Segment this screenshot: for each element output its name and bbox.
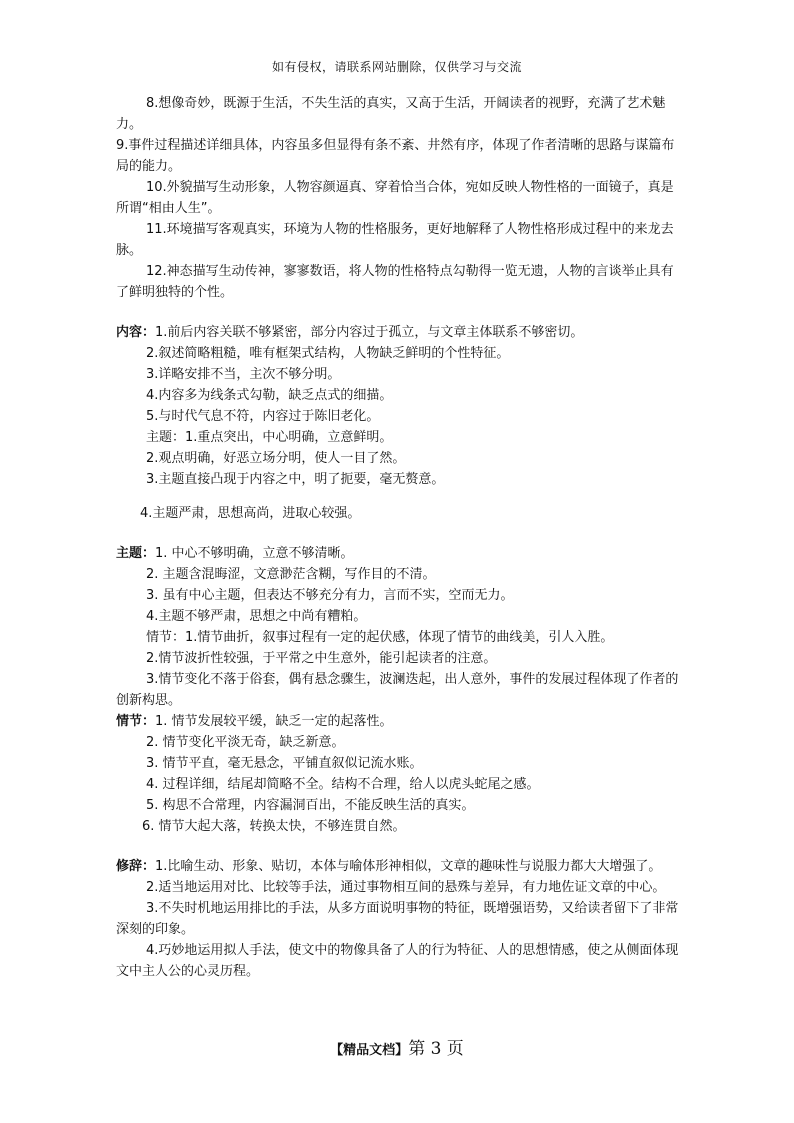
theme-section-first-line: 主题：1. 中心不够明确，立意不够清晰。 <box>116 546 354 561</box>
list-item: 4. 过程详细，结尾却简略不全。结构不合理，给人以虎头蛇尾之感。 <box>146 777 540 792</box>
section-label-content: 内容： <box>116 325 156 340</box>
paragraph: 8.想像奇妙，既源于生活，不失生活的真实，又高于生活，开阔读者的视野，充满了艺术魅力。 <box>116 96 666 132</box>
paragraph: 11.环境描写客观真实，环境为人物的性格服务，更好地解释了人物性格形成过程中的来龙去脉。 <box>116 222 674 258</box>
footer-tag: 【精品文档】 <box>330 1043 409 1058</box>
list-item: 3.主题直接凸现于内容之中，明了扼要，毫无赘意。 <box>146 472 445 487</box>
list-item: 3. 虽有中心主题，但表达不够充分有力，言而不实，空而无力。 <box>146 588 514 603</box>
paragraph: 4.巧妙地运用拟人手法，使文中的物像具备了人的行为特征、人的思想情感，使之从侧面体现文中主人公的心灵历程。 <box>116 943 679 979</box>
list-item: 2. 主题含混晦涩，文意渺茫含糊，写作目的不清。 <box>146 567 436 582</box>
plot-section-first-line: 情节：1. 情节发展较平缓，缺乏一定的起落性。 <box>116 714 393 729</box>
paragraph: 2.适当地运用对比、比较等手法，通过事物相互间的悬殊与差异，有力地佐证文章的中心。 <box>146 880 666 895</box>
page-footer <box>0 1034 794 1059</box>
section-label-plot: 情节： <box>116 714 156 729</box>
list-item: 4.内容多为线条式勾勒，缺乏点式的细描。 <box>146 388 393 403</box>
list-item: 6. 情节大起大落，转换太快，不够连贯自然。 <box>142 819 406 834</box>
list-item: 3. 情节平直，毫无悬念，平铺直叙似记流水账。 <box>146 756 423 771</box>
list-item: 5.与时代气息不符，内容过于陈旧老化。 <box>146 409 380 424</box>
list-item: 2. 情节变化平淡无奇，缺乏新意。 <box>146 735 345 750</box>
content-section-first-line: 内容：1.前后内容关联不够紧密，部分内容过于孤立，与文章主体联系不够密切。 <box>116 325 584 340</box>
paragraph: 9.事件过程描述详细具体，内容虽多但显得有条不紊、井然有序，体现了作者清晰的思路与谋篇布局的能力。 <box>116 138 675 174</box>
list-item: 2.情节波折性较强，于平常之中生意外，能引起读者的注意。 <box>146 651 497 666</box>
paragraph: 3.情节变化不落于俗套，偶有悬念骤生，波澜迭起，出人意外，事件的发展过程体现了作者的创新构思。 <box>116 672 679 708</box>
list-item: 2.叙述简略粗糙，唯有框架式结构，人物缺乏鲜明的个性特征。 <box>146 346 510 361</box>
section-label-theme: 主题： <box>116 546 156 561</box>
list-item: 2.观点明确，好恶立场分明，使人一目了然。 <box>146 451 406 466</box>
list-item: 3.详略安排不当，主次不够分明。 <box>146 367 341 382</box>
page-header: 如有侵权，请联系网站删除，仅供学习与交流 <box>271 60 522 74</box>
page-number: 第 3 页 <box>408 1039 464 1059</box>
paragraph: 12.神态描写生动传神，寥寥数语，将人物的性格特点勾勒得一览无遗，人物的言谈举止具有了鲜明独特的个性。 <box>116 264 674 300</box>
list-item: 4.主题不够严肃，思想之中尚有糟粕。 <box>146 609 367 624</box>
rhetoric-section-first-line: 修辞：1.比喻生动、形象、贴切，本体与喻体形神相似，文章的趣味性与说服力都大大增强了。 <box>116 859 662 874</box>
paragraph: 10.外貌描写生动形象，人物容颜逼真、穿着恰当合体，宛如反映人物性格的一面镜子，真是所谓“相由人生”。 <box>116 180 674 216</box>
list-item: 4.主题严肃，思想高尚，进取心较强。 <box>140 506 361 521</box>
list-item: 5. 构思不合常理，内容漏洞百出，不能反映生活的真实。 <box>146 798 475 813</box>
list-item: 情节：1.情节曲折，叙事过程有一定的起伏感，体现了情节的曲线美，引人入胜。 <box>146 630 614 645</box>
document-body <box>116 93 682 982</box>
paragraph: 3.不失时机地运用排比的手法，从多方面说明事物的特征，既增强语势，又给读者留下了非常深刻的印象。 <box>116 901 679 937</box>
list-item: 主题：1.重点突出，中心明确，立意鲜明。 <box>146 430 393 445</box>
section-label-rhetoric: 修辞： <box>116 859 156 874</box>
